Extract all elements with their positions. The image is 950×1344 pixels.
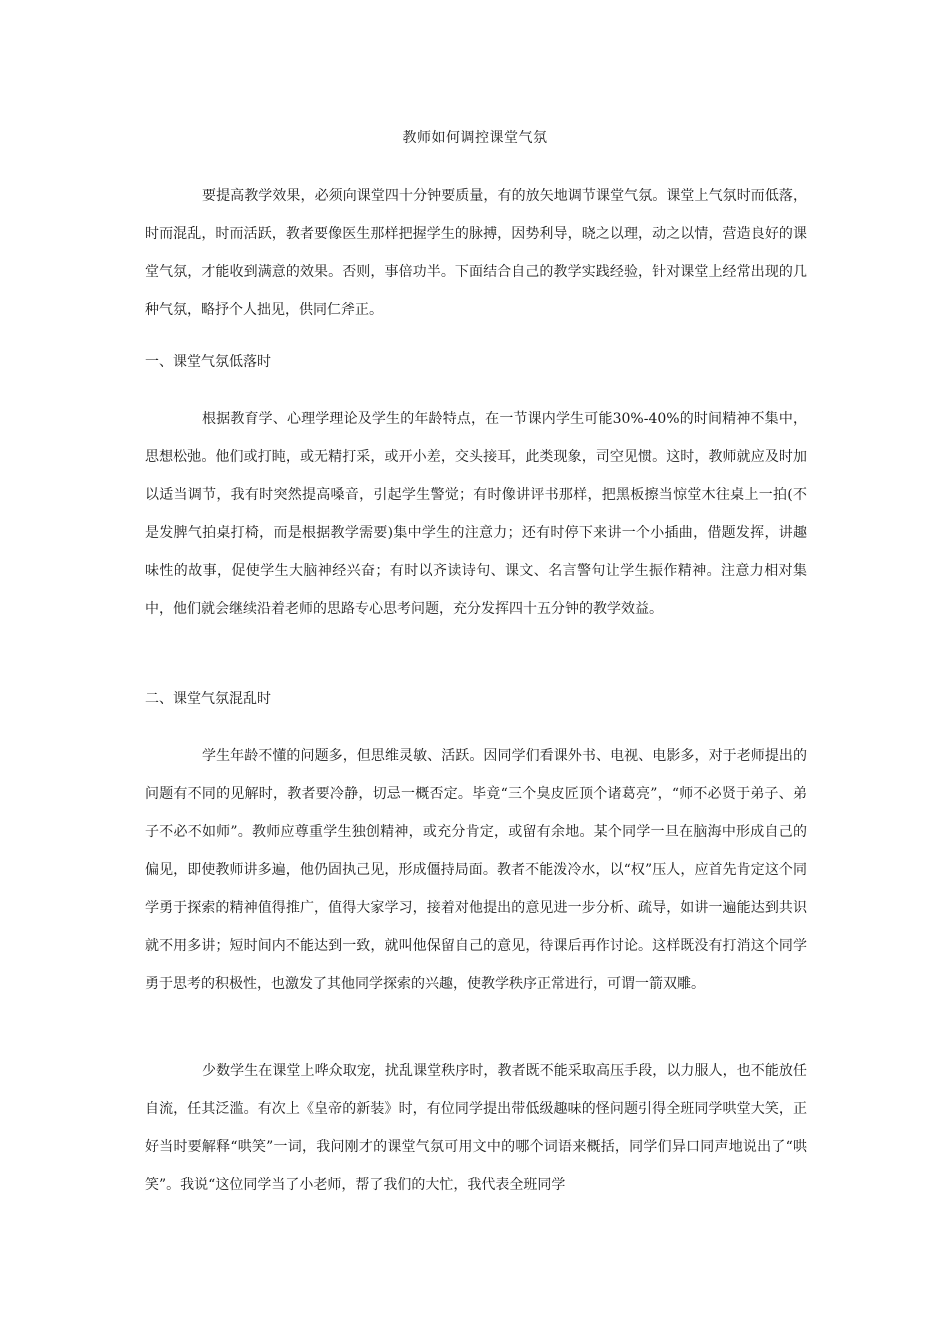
intro-paragraph: 要提高教学效果，必须向课堂四十分钟要质量，有的放矢地调节课堂气氛。课堂上气氛时而低落，时而混乱，时而活跃，教者要像医生那样把握学生的脉搏，因势利导，晓之以理，动之以情，营造良好的课堂气氛，才能收到满意的效果。否则，事倍功半。下面结合自己的教学实践经验，针对课堂上经常出现的几种气氛，略抒个人拙见，供同仁斧正。 <box>145 188 807 318</box>
section-paragraph-low-mood: 根据教育学、心理学理论及学生的年龄特点，在一节课内学生可能30%-40%的时间精神不集中，思想松弛。他们或打盹，或无精打采，或开小差，交头接耳，此类现象，司空见惯。这时，教师就应及时加以适当调节，我有时突然提高嗓音，引起学生警觉；有时像讲评书那样，把黑板擦当惊堂木往桌上一拍(不是发脾气拍桌打椅，而是根据教学需要)集中学生的注意力；还有时停下来讲一个小插曲，借题发挥，讲趣味性的故事，促使学生大脑神经兴奋；有时以齐读诗句、课文、名言警句让学生振作精神。注意力相对集中，他们就会继续沿着老师的思路专心思考问题，充分发挥四十五分钟的教学效益。 <box>145 411 807 617</box>
section-heading-chaos: 二、课堂气氛混乱时 <box>145 691 271 707</box>
document-title: 教师如何调控课堂气氛 <box>402 130 548 146</box>
section-paragraph-chaos-2: 少数学生在课堂上哗众取宠，扰乱课堂秩序时，教者既不能采取高压手段，以力服人，也不能放任自流，任其泛滥。有次上《皇帝的新装》时，有位同学提出带低级趣味的怪问题引得全班同学哄堂大笑，正好当时要解释“哄笑”一词，我问刚才的课堂气氛可用文中的哪个词语来概括，同学们异口同声地说出了“哄笑”。我说“这位同学当了小老师，帮了我们的大忙，我代表全班同学 <box>145 1063 807 1193</box>
section-heading-low-mood: 一、课堂气氛低落时 <box>145 354 271 370</box>
section-paragraph-chaos-1: 学生年龄不懂的问题多，但思维灵敏、活跃。因同学们看课外书、电视、电影多，对于老师提出的问题有不同的见解时，教者要冷静，切忌一概否定。毕竟“三个臭皮匠顶个诸葛亮”，“师不必贤于弟子、弟子不必不如师”。教师应尊重学生独创精神，或充分肯定，或留有余地。某个同学一旦在脑海中形成自己的偏见，即使教师讲多遍，他仍固执己见，形成僵持局面。教者不能泼冷水，以“权”压人，应首先肯定这个同学勇于探索的精神值得推广，值得大家学习，接着对他提出的意见进一步分析、疏导，如讲一遍能达到共识就不用多讲；短时间内不能达到一致，就叫他保留自己的意见，待课后再作讨论。这样既没有打消这个同学勇于思考的积极性，也激发了其他同学探索的兴趣，使教学秩序正常进行，可谓一箭双雕。 <box>145 748 807 992</box>
